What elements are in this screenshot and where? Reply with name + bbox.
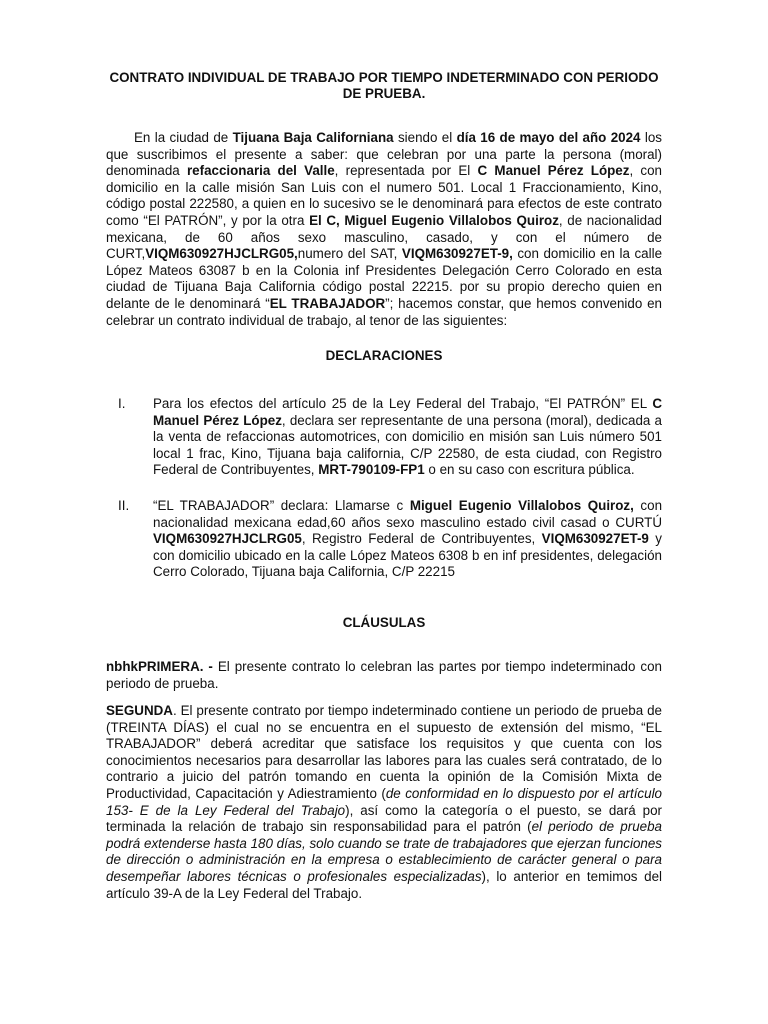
declaracion-rfc: VIQM630927ET-9: [541, 531, 649, 547]
intro-curt: VIQM630927HJCLRG05,: [145, 246, 298, 262]
declaracion-text: [153, 498, 662, 581]
intro-sat: VIQM630927ET-9,: [401, 246, 513, 262]
declaracion-text-part: con nacionalidad mexicana edad,60 años sexo masculino estado civil casad o CURTÚ: [153, 498, 663, 530]
declaracion-text-part: , Registro Federal de Contribuyentes,: [301, 531, 542, 547]
clausula-text: ), lo anterior en temimos del artículo 39-A de la Ley Federal del Trabajo.: [106, 868, 662, 901]
intro-worker: El C, Miguel Eugenio Villalobos Quiroz: [309, 212, 559, 228]
intro-city: Tijuana Baja Californiana: [232, 130, 394, 145]
declaracion-text-part: “EL TRABAJADOR” declara: Llamarse c: [153, 498, 410, 513]
clausula-label: nbhkPRIMERA. -: [106, 659, 213, 674]
clausula-text: . El presente contrato por tiempo indeterminado contiene un periodo de prueba de (TREINTA DÍAS) el cual no se encuentra en el supuesto de extensión del mismo, “EL TRABAJADOR” deberá acreditar que satisface los requisitos y que cuenta con los conocimientos necesarios para desarrollar las labores para las cuales será contratado, de lo contrario a juicio del patrón tomando en cuenta la opinión de la Comisión Mixta de Productividad, Capacitación y Adiestramiento (: [106, 703, 662, 801]
intro-text: con domicilio en la calle López Mateos 63087 b en la Colonia inf Presidentes Delegación Cerro Colorado en esta ciudad de Tijuana Baja California código postal 22215. por su propio derecho quien en delante de le denominará “: [106, 246, 663, 311]
declaracion-number: II.: [118, 498, 130, 513]
declaracion-number: I.: [118, 396, 126, 411]
document-title: CONTRATO INDIVIDUAL DE TRABAJO POR TIEMPO INDETERMINADO CON PERIODO DE PRUEBA.: [109, 70, 659, 101]
clausula-label: SEGUNDA: [106, 703, 173, 718]
intro-text: En la ciudad de: [134, 130, 233, 145]
clausulas-heading: CLÁUSULAS: [342, 615, 426, 630]
intro-paragraph: [106, 130, 662, 329]
declaracion-text-part: y con domicilio ubicado en la calle López Mateos 6308 b en inf presidentes, delegación Cerro Colorado, Tijuana baja California, C/P 22215: [153, 531, 662, 580]
intro-text: numero del SAT,: [297, 246, 402, 262]
intro-date: día 16 de mayo del año 2024: [456, 130, 641, 145]
intro-text: los que suscribimos el presente a saber: que celebran por una parte la persona (moral) denominada: [106, 130, 662, 179]
intro-text: siendo el: [393, 130, 457, 145]
intro-employer: C Manuel Pérez López: [477, 163, 630, 179]
declaracion-text: [153, 396, 662, 479]
declaracion-text-part: Para los efectos del artículo 25 de la Ley Federal del Trabajo, “El PATRÓN” EL: [153, 396, 653, 411]
declaracion-text-part: , declara ser representante de una persona (moral), dedicada a la venta de refaccionas automotrices, con domicilio en misión san Luis número 501 local 1 frac, Kino, Tijuana baja california, C/P 22580, de esta ciudad, con Registro Federal de Contribuyentes,: [153, 412, 663, 478]
declaraciones-heading: DECLARACIONES: [325, 348, 443, 363]
clausula-primera: [106, 659, 662, 692]
intro-worker-label: EL TRABAJADOR: [269, 295, 386, 311]
clausula-text: ), así como la categoría o el puesto, se dará por terminada la relación de trabajo sin responsabilidad para el patrón (: [106, 802, 662, 835]
declaracion-text-part: o en su caso con escritura pública.: [424, 462, 635, 478]
clausula-segunda: [106, 703, 662, 902]
intro-company: refaccionaria del Valle: [186, 163, 335, 179]
intro-text: ”; hacemos constar, que hemos convenido en celebrar un contrato individual de trabajo, al tenor de las siguientes:: [106, 295, 662, 328]
clausula-citation: de conformidad en lo dispuesto por el artículo 153- E de la Ley Federal del Trabajo: [106, 785, 663, 818]
declaracion-rfc: MRT-790109-FP1: [318, 462, 425, 478]
intro-text: , de nacionalidad mexicana, de 60 años sexo masculino, casado, y con el número de CURT,: [106, 212, 662, 262]
intro-text: , con domicilio en la calle misión San Luis con el numero 501. Local 1 Fraccionamiento, Kino, código postal 222580, a quien en lo sucesivo se le denominará para efectos de este contrato como “El PATRÓN”, y por la otra: [106, 163, 663, 228]
clausula-citation: el periodo de prueba podrá extenderse hasta 180 días, solo cuando se trate de trabajadores que ejerzan funciones de dirección o administración en la empresa o establecimiento de carácter general o para desempeñar labores técnicas o profesionales especializadas: [106, 819, 662, 884]
declaracion-employer: C Manuel Pérez López: [153, 396, 662, 428]
declaracion-worker: Miguel Eugenio Villalobos Quiroz,: [409, 498, 634, 513]
declaracion-curt: VIQM630927HJCLRG05: [153, 531, 302, 547]
intro-text: , representada por El: [334, 163, 478, 179]
clausula-text: El presente contrato lo celebran las partes por tiempo indeterminado con periodo de prueba.: [106, 659, 662, 691]
